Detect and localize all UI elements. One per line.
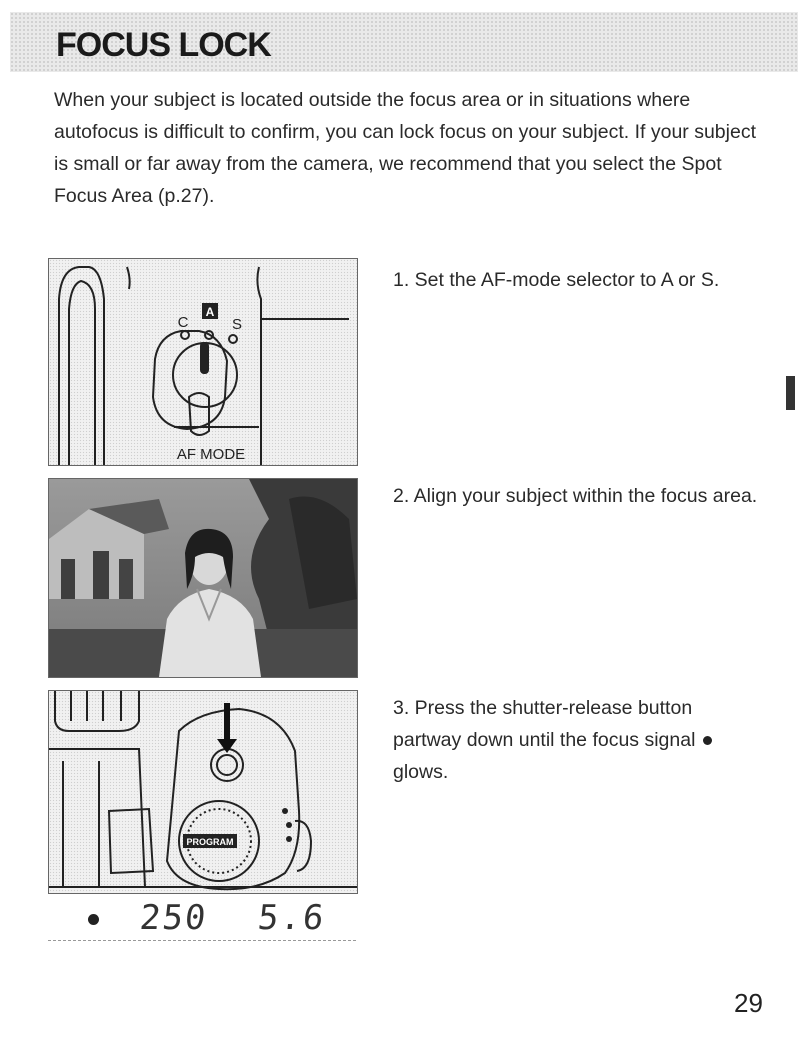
subject-photo bbox=[48, 478, 358, 678]
dial-label-a: A bbox=[205, 305, 215, 319]
shutter-release-illustration bbox=[48, 690, 358, 894]
viewfinder-display bbox=[48, 896, 356, 941]
af-mode-selector-illustration bbox=[48, 258, 358, 466]
shutter-speed-readout: 250 bbox=[137, 898, 210, 938]
af-mode-label: AF MODE bbox=[176, 446, 246, 463]
dial-label-s: S bbox=[231, 316, 243, 333]
dial-label-c: C bbox=[177, 314, 189, 331]
step-3-text-end: glows. bbox=[393, 761, 449, 783]
page-number: 29 bbox=[734, 988, 763, 1018]
step-2: 2. Align your subject within the focus area. bbox=[393, 485, 758, 507]
step-3-text: 3. Press the shutter-release button partway down until the focus signal bbox=[393, 697, 696, 751]
step-1: 1. Set the AF-mode selector to A or S. bbox=[393, 269, 720, 291]
step-3 bbox=[393, 692, 763, 788]
intro-paragraph: When your subject is located outside the focus area or in situations where autofocus is difficult to confirm, you can lock focus on your subject. If your subject is small or far away from the camera, we recommend that you select the Spot Focus Area (p.27). bbox=[54, 89, 756, 207]
program-dial-label: PROGRAM bbox=[186, 837, 234, 847]
section-tab-marker bbox=[786, 376, 795, 410]
focus-signal-icon-inline bbox=[703, 736, 712, 745]
page-title: FOCUS LOCK bbox=[56, 26, 271, 64]
aperture-readout: 5.6 bbox=[255, 898, 328, 938]
focus-signal-icon bbox=[88, 914, 99, 925]
